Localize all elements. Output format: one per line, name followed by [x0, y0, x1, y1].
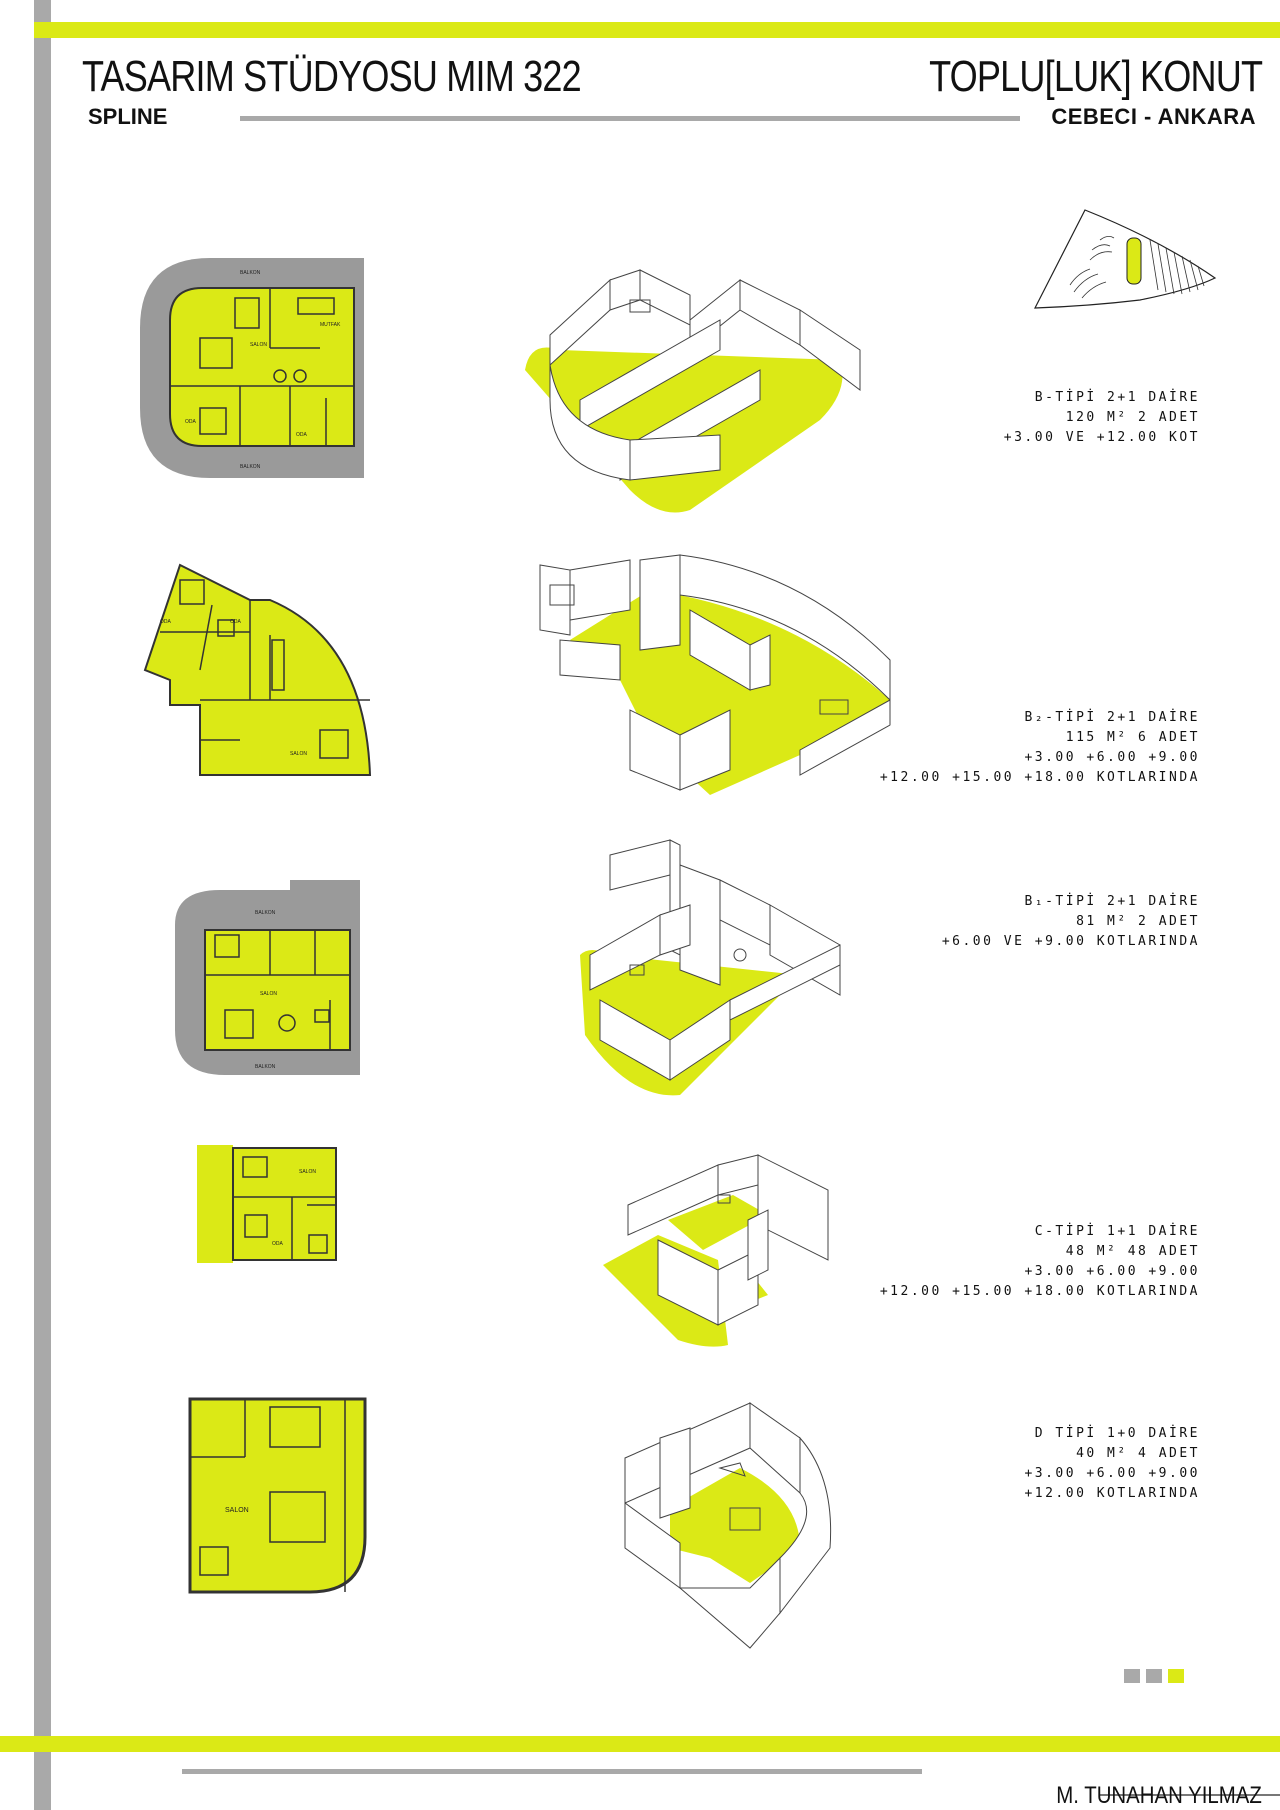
unit-b2-floor-plan [140, 560, 380, 780]
bottom-accent-line [0, 1736, 1280, 1752]
footer-divider [182, 1769, 922, 1774]
unit-type: B₁-TİPİ 2+1 DAİRE [1024, 894, 1200, 909]
unit-b2-info [880, 708, 1200, 788]
left-gray-bar [34, 0, 51, 1810]
unit-levels: +3.00 +6.00 +9.00 [1024, 750, 1200, 765]
unit-levels: +3.00 +6.00 +9.00 [1024, 1466, 1200, 1481]
unit-b1-axonometric [570, 835, 850, 1105]
author-name: M. TUNAHAN YILMAZ [1056, 1782, 1262, 1809]
unit-levels: +12.00 +15.00 +18.00 KOTLARINDA [879, 770, 1200, 785]
course-title: TASARIM STÜDYOSU MIM 322 [82, 52, 581, 101]
unit-area: 48 M² 48 ADET [1065, 1244, 1200, 1259]
unit-type: C-TİPİ 1+1 DAİRE [1034, 1224, 1200, 1239]
unit-b-info [1004, 388, 1200, 448]
unit-b-axonometric [520, 240, 870, 520]
plan-label: ODA [296, 432, 307, 438]
plan-label: SALON [250, 342, 267, 348]
unit-area: 120 M² 2 ADET [1065, 410, 1200, 425]
site-key-plan [1030, 200, 1220, 315]
plan-label: ODA [160, 619, 171, 625]
unit-b2-axonometric [530, 550, 900, 800]
page-indicator-square-active [1168, 1669, 1184, 1683]
top-accent-line [34, 22, 1280, 38]
plan-label: BALKON [240, 464, 261, 470]
unit-c-axonometric [598, 1150, 848, 1350]
unit-type: B₂-TİPİ 2+1 DAİRE [1024, 710, 1200, 725]
unit-type: B-TİPİ 2+1 DAİRE [1034, 390, 1200, 405]
plan-label: SALON [290, 751, 307, 757]
unit-b1-floor-plan [175, 880, 365, 1075]
unit-levels: +6.00 VE +9.00 KOTLARINDA [941, 934, 1200, 949]
unit-c-info [880, 1222, 1200, 1302]
plan-label: SALON [225, 1507, 249, 1514]
plan-label: SALON [299, 1169, 316, 1175]
plan-label: ODA [272, 1241, 283, 1247]
unit-levels: +3.00 +6.00 +9.00 [1024, 1264, 1200, 1279]
plan-label: BALKON [255, 910, 276, 916]
page-indicator-square [1124, 1669, 1140, 1683]
project-title: TOPLU[LUK] KONUT [928, 52, 1262, 101]
plan-label: BALKON [255, 1064, 276, 1070]
unit-area: 115 M² 6 ADET [1065, 730, 1200, 745]
unit-levels: +12.00 KOTLARINDA [1024, 1486, 1200, 1501]
unit-d-floor-plan [185, 1397, 370, 1597]
header-divider [240, 116, 1020, 121]
group-name: SPLINE [88, 104, 168, 129]
unit-d-info [1024, 1424, 1200, 1504]
unit-area: 40 M² 4 ADET [1076, 1446, 1200, 1461]
unit-c-floor-plan [197, 1145, 342, 1263]
plan-label: SALON [260, 991, 277, 997]
plan-label: MUTFAK [320, 322, 341, 328]
unit-b1-info [942, 892, 1200, 952]
unit-levels: +12.00 +15.00 +18.00 KOTLARINDA [879, 1284, 1200, 1299]
location: CEBECI - ANKARA [1051, 104, 1256, 129]
plan-label: ODA [185, 419, 196, 425]
unit-area: 81 M² 2 ADET [1076, 914, 1200, 929]
page-indicator-square [1146, 1669, 1162, 1683]
plan-label: BALKON [240, 270, 261, 276]
unit-levels: +3.00 VE +12.00 KOT [1003, 430, 1200, 445]
plan-label: ODA [230, 619, 241, 625]
unit-type: D TİPİ 1+0 DAİRE [1034, 1426, 1200, 1441]
unit-d-axonometric [620, 1398, 840, 1658]
unit-b-floor-plan [140, 258, 365, 478]
